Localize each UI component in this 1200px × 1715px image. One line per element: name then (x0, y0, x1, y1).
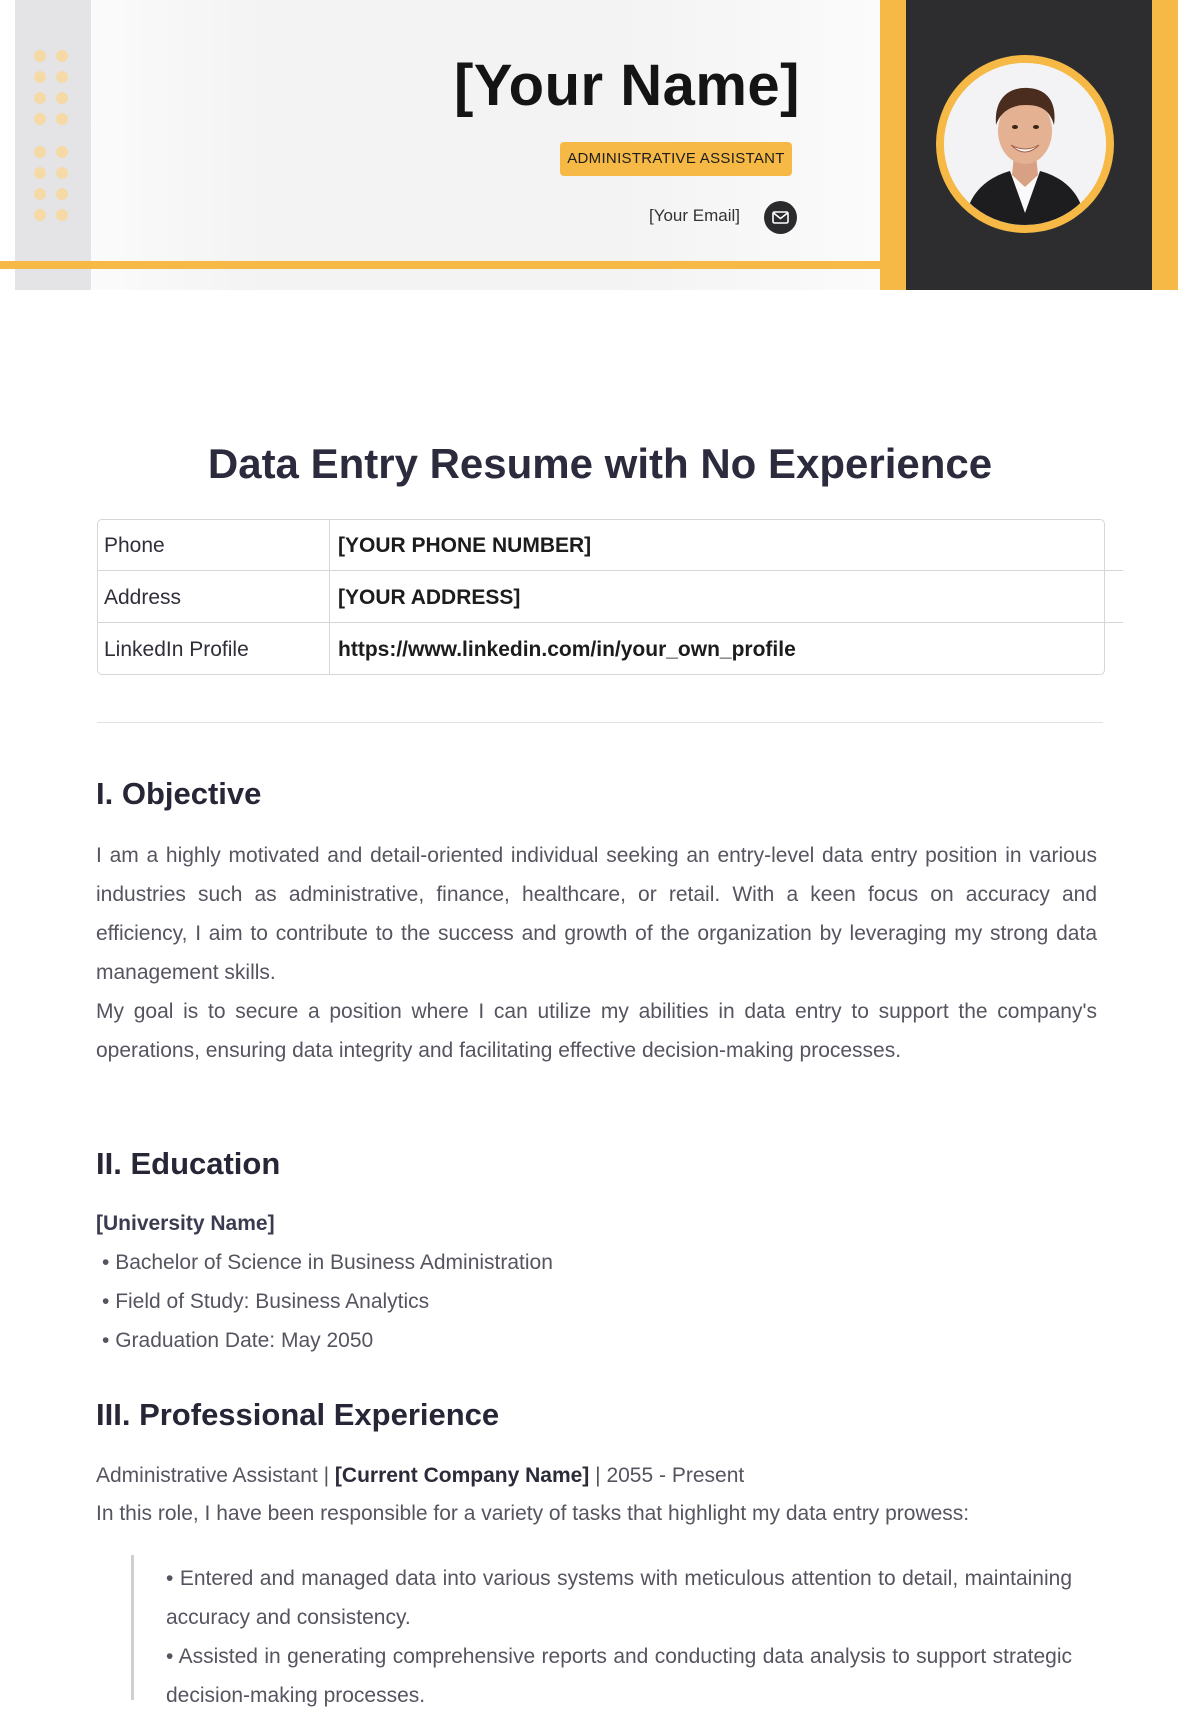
decorative-side-strip (15, 0, 91, 290)
company-name: [Current Company Name] (334, 1464, 590, 1487)
objective-paragraph-2: My goal is to secure a position where I can utilize my abilities in data entry to support the company's operations, ensuring data integrity and facilitating effective decision-making processes. (96, 1000, 1097, 1062)
resume-header (0, 0, 1200, 292)
profile-photo (944, 63, 1106, 225)
linkedin-label: LinkedIn Profile (104, 638, 249, 661)
experience-bullet-text: Assisted in generating comprehensive reports and conducting data analysis to support strategic decision-making processes. (166, 1645, 1072, 1707)
email-text[interactable]: [Your Email] (648, 206, 740, 225)
experience-heading: III. Professional Experience (96, 1397, 500, 1432)
education-heading: II. Education (96, 1146, 281, 1181)
objective-heading: I. Objective (96, 776, 262, 811)
quote-bar (131, 1555, 134, 1700)
education-item-text: Graduation Date: May 2050 (115, 1329, 374, 1352)
education-item-text: Field of Study: Business Analytics (115, 1290, 430, 1313)
envelope-icon[interactable] (764, 201, 797, 234)
address-label: Address (104, 586, 182, 609)
job-role: Administrative Assistant (96, 1464, 318, 1487)
table-row-linkedin (98, 624, 1104, 676)
education-item: • Bachelor of Science in Business Administration (102, 1251, 553, 1274)
phone-value: [YOUR PHONE NUMBER] (338, 534, 592, 557)
education-item: • Field of Study: Business Analytics (102, 1290, 430, 1313)
job-period: 2055 - Present (606, 1464, 745, 1487)
separator: | (595, 1464, 601, 1487)
table-row-address (98, 572, 1104, 624)
candidate-name: [Your Name] (453, 53, 800, 118)
experience-bullet: • Entered and managed data into various systems with meticulous attention to detail, maintaining accuracy and consistency. (166, 1567, 1073, 1629)
experience-bullet: • Assisted in generating comprehensive reports and conducting data analysis to support strategic decision-making processes. (166, 1645, 1072, 1707)
objective-paragraph-1: I am a highly motivated and detail-oriented individual seeking an entry-level data entry position in various industries such as administrative, finance, healthcare, or retail. With a keen focus on accuracy and efficiency, I aim to contribute to the success and growth of the organization by leveraging my strong data management skills. (96, 844, 1097, 984)
education-item: • Graduation Date: May 2050 (102, 1329, 374, 1352)
header-accent-line (0, 261, 880, 269)
experience-intro: In this role, I have been responsible for a variety of tasks that highlight my data entry prowess: (96, 1502, 970, 1525)
experience-role-line (96, 1464, 744, 1488)
university-name: [University Name] (96, 1212, 275, 1235)
table-row-phone (98, 520, 1104, 572)
address-value: [YOUR ADDRESS] (338, 586, 521, 609)
section-divider (97, 722, 1103, 723)
education-item-text: Bachelor of Science in Business Administration (115, 1251, 553, 1274)
separator: | (323, 1464, 330, 1487)
phone-label: Phone (104, 534, 165, 557)
contact-table (97, 519, 1105, 675)
decorative-dots-top (34, 50, 74, 125)
document-title: Data Entry Resume with No Experience (207, 440, 993, 487)
experience-bullet-text: Entered and managed data into various systems with meticulous attention to detail, maintaining accuracy and consistency. (166, 1567, 1073, 1629)
decorative-dots-bottom (34, 146, 74, 221)
job-title-badge: ADMINISTRATIVE ASSISTANT (560, 142, 792, 176)
linkedin-link[interactable]: https://www.linkedin.com/in/your_own_profile (338, 638, 796, 661)
